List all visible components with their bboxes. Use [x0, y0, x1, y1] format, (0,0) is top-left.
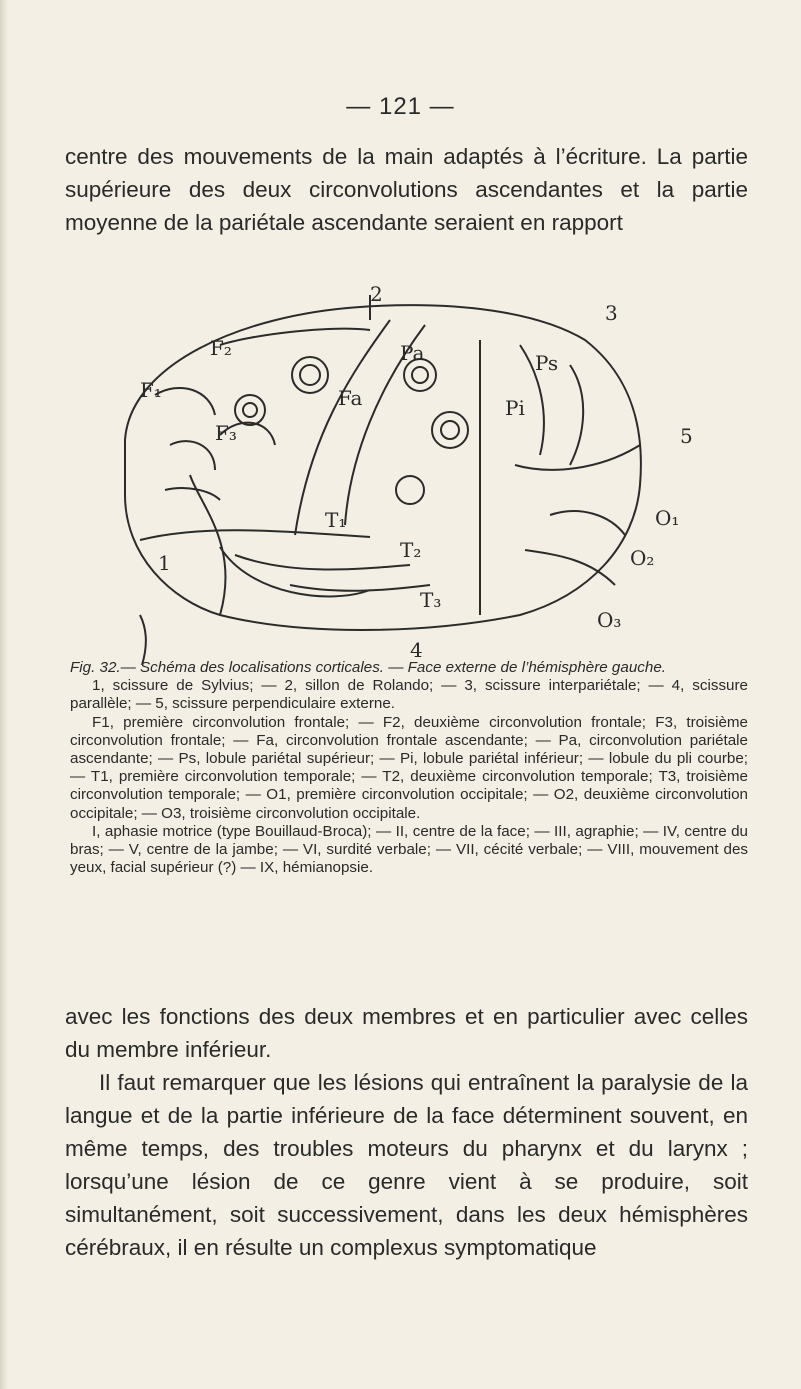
- bottom-paragraph-block: [65, 1000, 748, 1264]
- label-T1: T₁: [325, 508, 347, 532]
- bottom-paragraph-1: avec les fonctions des deux membres et en particulier avec celles du membre inférieur.: [65, 1004, 748, 1062]
- label-F3: F₃: [215, 421, 237, 445]
- label-F2: F₂: [210, 336, 232, 360]
- label-Ps: Ps: [535, 351, 559, 375]
- label-1: 1: [158, 551, 171, 575]
- label-T2: T₂: [400, 538, 422, 562]
- page-number: — 121 —: [346, 93, 455, 120]
- brain-diagram-figure: [70, 285, 730, 665]
- label-T3: T₃: [420, 588, 442, 612]
- label-4: 4: [410, 638, 423, 662]
- page-gutter-shadow: [0, 0, 8, 1389]
- caption-line-1: 1, scissure de Sylvius; — 2, sillon de Rolando; — 3, scissure interpariétale; — 4, scissure parallèle; — 5, scissure perpendiculaire externe.: [70, 677, 748, 713]
- label-Pi: Pi: [505, 396, 525, 420]
- brain-schema-svg: [70, 285, 730, 665]
- caption-title: Fig. 32.— Schéma des localisations corticales. — Face externe de l’hémisphère gauche.: [70, 659, 666, 676]
- caption-line-3: I, aphasie motrice (type Bouillaud-Broca); — II, centre de la face; — III, agraphie; — IV, centre du bras; — V, centre de la jambe; — VI, surdité verbale; — VII, cécité verbale; — VIII, mouvement des yeux, facial supérieur (?) — IX, hémianopsie.: [70, 822, 748, 877]
- label-O2: O₂: [630, 546, 655, 570]
- label-5: 5: [680, 424, 693, 448]
- label-Pa: Pa: [400, 341, 425, 365]
- top-paragraph-block: [65, 140, 748, 239]
- label-F1: F₁: [140, 378, 162, 402]
- label-O1: O₁: [655, 506, 680, 530]
- label-3: 3: [605, 301, 618, 325]
- caption-line-2: F1, première circonvolution frontale; — F2, deuxième circonvolution frontale; F3, troisième circonvolution frontale; — Fa, circonvolution frontale ascendante; — Pa, circonvolution pariétale ascendante; — Ps, lobule pariétal supérieur; — Pi, lobule pariétal inférieur; — lobule du pli courbe; — T1, première circonvolution temporale; — T2, deuxième circonvolution temporale; T3, troisième circonvolution temporale; — O1, première circonvolution occipitale; — O2, deuxième circonvolution occipitale; — O3, troisième circonvolution occipitale.: [70, 713, 748, 822]
- label-O3: O₃: [597, 608, 622, 632]
- figure-caption: [70, 659, 748, 877]
- label-top: 2: [370, 285, 383, 306]
- bottom-paragraph-2: Il faut remarquer que les lésions qui entraînent la paralysie de la langue et de la partie inférieure de la face déterminent souvent, en même temps, des troubles moteurs du pharynx et du larynx ; lorsqu’une lésion de ce genre vient à se produire, soit simultanément, soit successivement, dans les deux hémisphères cérébraux, il en résulte un complexus symptomatique: [65, 1070, 748, 1260]
- top-paragraph: centre des mouvements de la main adaptés à l’écriture. La partie supérieure des deux circonvolutions ascendantes et la partie moyenne de la pariétale ascendante seraient en rapport: [65, 144, 748, 235]
- label-Fa: Fa: [338, 386, 363, 410]
